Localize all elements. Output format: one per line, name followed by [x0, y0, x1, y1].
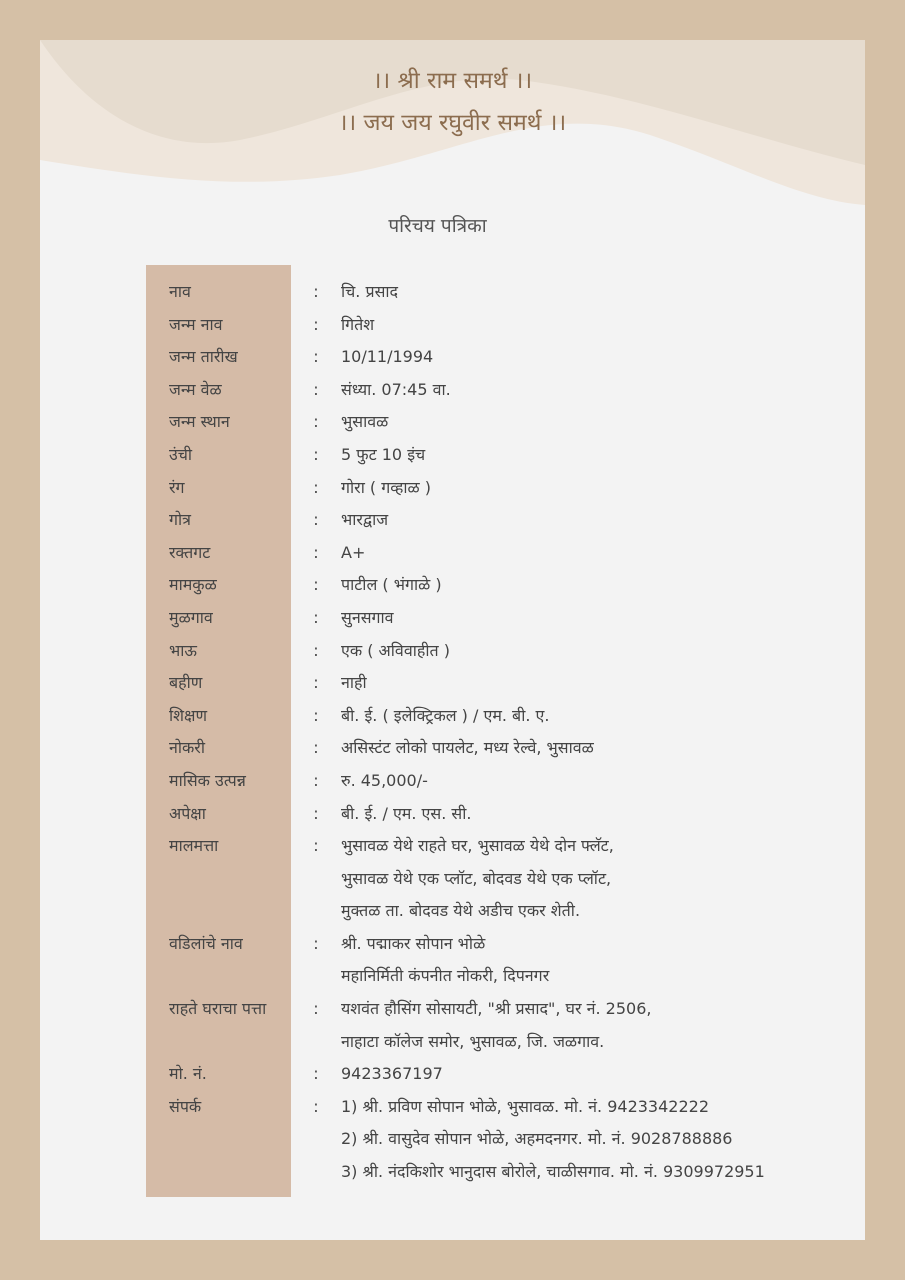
detail-label: वडिलांचे नाव	[169, 933, 243, 953]
detail-value	[341, 309, 846, 342]
detail-value	[341, 1091, 846, 1189]
detail-row	[146, 569, 846, 602]
detail-value	[341, 830, 846, 928]
detail-value	[341, 928, 846, 993]
separator-colon: :	[313, 836, 319, 856]
detail-label: उंची	[169, 444, 193, 464]
detail-value-line: बी. ई. ( इलेक्ट्रिकल ) / एम. बी. ए.	[341, 705, 550, 725]
detail-value	[341, 700, 846, 733]
separator-colon: :	[313, 314, 319, 334]
detail-value	[341, 276, 846, 309]
detail-label: नाव	[169, 282, 191, 301]
biodata-card	[40, 40, 865, 1240]
detail-label: जन्म नाव	[169, 314, 223, 334]
detail-value-line: महानिर्मिती कंपनीत नोकरी, दिपनगर	[341, 966, 550, 986]
separator-colon: :	[313, 510, 319, 530]
detail-row	[146, 830, 846, 928]
detail-value	[341, 667, 846, 700]
detail-value-line: A+	[341, 542, 366, 562]
detail-label: संपर्क	[169, 1096, 202, 1116]
detail-label: भाऊ	[169, 640, 197, 660]
detail-row	[146, 765, 846, 798]
detail-value	[341, 569, 846, 602]
detail-label: शिक्षण	[169, 705, 208, 725]
detail-value-line: बी. ई. / एम. एस. सी.	[341, 803, 472, 823]
detail-row	[146, 472, 846, 505]
detail-value-line: रु. 45,000/-	[341, 770, 428, 790]
detail-value	[341, 993, 846, 1058]
detail-value	[341, 1058, 846, 1091]
detail-row	[146, 602, 846, 635]
separator-colon: :	[313, 575, 319, 595]
detail-value	[341, 341, 846, 374]
separator-colon: :	[313, 347, 319, 367]
detail-value-line: पाटील ( भंगाळे )	[341, 575, 442, 595]
detail-row	[146, 374, 846, 407]
separator-colon: :	[313, 770, 319, 790]
detail-value-line: 3) श्री. नंदकिशोर भानुदास बोरोले, चाळीसगाव. मो. नं. 9309972951	[341, 1162, 765, 1182]
separator-colon: :	[313, 640, 319, 660]
detail-label: मुळगाव	[169, 607, 213, 627]
detail-value	[341, 406, 846, 439]
page-title: परिचय पत्रिका	[388, 215, 487, 237]
detail-value	[341, 765, 846, 798]
detail-label: नोकरी	[169, 738, 206, 758]
separator-colon: :	[313, 803, 319, 823]
detail-value-line: 1) श्री. प्रविण सोपान भोळे, भुसावळ. मो. नं. 9423342222	[341, 1096, 710, 1116]
separator-colon: :	[313, 705, 319, 725]
detail-value-line: 5 फुट 10 इंच	[341, 444, 426, 464]
detail-value-line: एक ( अविवाहीत )	[341, 640, 450, 660]
detail-row	[146, 732, 846, 765]
separator-colon: :	[313, 477, 319, 497]
detail-value-line: भुसावळ येथे राहते घर, भुसावळ येथे दोन फ्लॅट,	[341, 836, 614, 856]
detail-row	[146, 798, 846, 831]
detail-row	[146, 928, 846, 993]
separator-colon: :	[313, 1096, 319, 1116]
detail-label: मामकुळ	[169, 575, 217, 595]
detail-row	[146, 309, 846, 342]
detail-label: जन्म स्थान	[169, 412, 230, 432]
detail-label: जन्म तारीख	[169, 347, 238, 367]
detail-label: अपेक्षा	[169, 803, 206, 823]
detail-value-line: भुसावळ	[341, 412, 389, 432]
detail-value-line: गोरा ( गव्हाळ )	[341, 477, 432, 497]
separator-colon: :	[313, 933, 319, 953]
detail-row	[146, 537, 846, 570]
detail-row	[146, 1091, 846, 1189]
detail-value-line: संध्या. 07:45 वा.	[341, 379, 451, 399]
detail-row	[146, 700, 846, 733]
detail-label: मालमत्ता	[169, 836, 219, 856]
detail-value-line: गितेश	[341, 314, 375, 334]
separator-colon: :	[313, 379, 319, 399]
detail-value-line: श्री. पद्माकर सोपान भोळे	[341, 933, 486, 953]
separator-colon: :	[313, 999, 319, 1019]
detail-label: मासिक उत्पन्न	[169, 770, 246, 790]
detail-value-line: सुनसगाव	[341, 607, 394, 627]
header	[40, 60, 865, 138]
detail-value	[341, 472, 846, 505]
detail-row	[146, 276, 846, 309]
detail-value-line: भुसावळ येथे एक प्लॉट, बोदवड येथे एक प्लॉट,	[341, 868, 612, 888]
detail-value-line: 9423367197	[341, 1064, 443, 1084]
detail-row	[146, 439, 846, 472]
separator-colon: :	[313, 282, 319, 301]
detail-row	[146, 667, 846, 700]
detail-value	[341, 374, 846, 407]
detail-row	[146, 504, 846, 537]
detail-value-line: भारद्वाज	[341, 510, 389, 530]
separator-colon: :	[313, 607, 319, 627]
detail-value-line: 10/11/1994	[341, 347, 434, 367]
separator-colon: :	[313, 1064, 319, 1084]
detail-value-line: नाहाटा कॉलेज समोर, भुसावळ, जि. जळगाव.	[341, 1031, 605, 1051]
detail-value	[341, 439, 846, 472]
detail-row	[146, 406, 846, 439]
detail-value-line: मुक्तळ ता. बोदवड येथे अडीच एकर शेती.	[341, 901, 581, 921]
detail-label: जन्म वेळ	[169, 379, 222, 399]
separator-colon: :	[313, 673, 319, 693]
detail-value	[341, 504, 846, 537]
detail-value	[341, 602, 846, 635]
detail-value	[341, 732, 846, 765]
detail-row	[146, 1058, 846, 1091]
detail-value-line: नाही	[341, 673, 367, 693]
separator-colon: :	[313, 444, 319, 464]
detail-row	[146, 341, 846, 374]
separator-colon: :	[313, 412, 319, 432]
detail-label: गोत्र	[169, 510, 191, 530]
detail-value-line: 2) श्री. वासुदेव सोपान भोळे, अहमदनगर. मो. नं. 9028788886	[341, 1129, 733, 1149]
detail-label: रक्तगट	[169, 542, 211, 562]
detail-value-line: चि. प्रसाद	[341, 282, 399, 301]
detail-label: राहते घराचा पत्ता	[169, 999, 267, 1019]
detail-row	[146, 993, 846, 1058]
detail-value	[341, 798, 846, 831]
detail-value	[341, 537, 846, 570]
header-line-2: ।। जय जय रघुवीर समर्थ ।।	[338, 110, 567, 136]
header-line-1: ।। श्री राम समर्थ ।।	[372, 68, 533, 94]
details-list	[146, 276, 846, 1189]
separator-colon: :	[313, 542, 319, 562]
detail-value-line: असिस्टंट लोको पायलेट, मध्य रेल्वे, भुसावळ	[341, 738, 594, 758]
separator-colon: :	[313, 738, 319, 758]
detail-label: बहीण	[169, 673, 203, 693]
detail-row	[146, 635, 846, 668]
detail-label: मो. नं.	[169, 1064, 207, 1084]
detail-label: रंग	[169, 477, 185, 497]
detail-value	[341, 635, 846, 668]
detail-value-line: यशवंत हौसिंग सोसायटी, "श्री प्रसाद", घर नं. 2506,	[341, 999, 652, 1019]
